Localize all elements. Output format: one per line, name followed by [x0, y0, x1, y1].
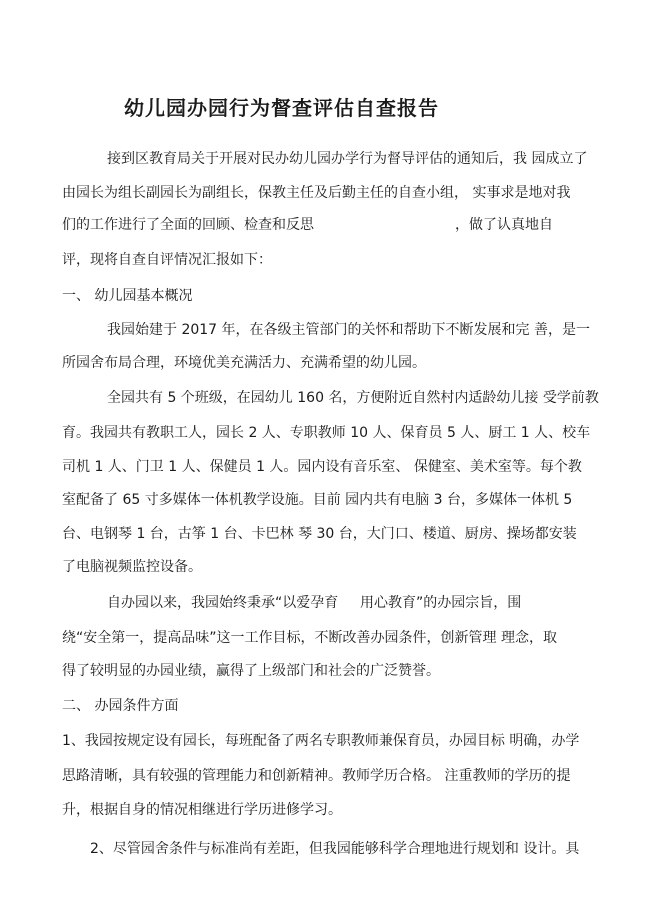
- intro-line-4: 评，现将自查自评情况汇报如下：: [62, 252, 272, 268]
- s1-p2-line-1: 全园共有 5 个班级，在园幼儿 160 名，方便附近自然村内适龄幼儿接 受学前教: [107, 390, 599, 406]
- intro-line-2: 由园长为组长副园长为副组长，保教主任及后勤主任的自查小组， 实事求是地对我: [62, 185, 571, 201]
- s1-p1-line-1: 我园始建于 2017 年，在各级主管部门的关怀和帮助下不断发展和完 善，是一: [107, 322, 590, 338]
- s1-p2-line-6: 了电脑视频监控设备。: [62, 559, 202, 575]
- s2-p1-line-3: 升，根据自身的情况相继进行学历进修学习。: [62, 802, 342, 818]
- s1-p2-line-4: 室配备了 65 寸多媒体一体机教学设施。目前 园内共有电脑 3 台，多媒体一体机 5: [62, 492, 573, 508]
- s1-p3-line-1-tail: 用心教育”的办园宗旨，围: [360, 595, 522, 611]
- intro-line-3: 们的工作进行了全面的回顾、检查和反思: [62, 217, 314, 233]
- s2-p1-line-1: 1、我园按规定设有园长，每班配备了两名专职教师兼保育员，办园目标 明确，办学: [62, 733, 580, 749]
- section-2-heading: 二、 办园条件方面: [62, 698, 179, 714]
- section-1-heading: 一、 幼儿园基本概况: [62, 288, 193, 304]
- s1-p2-line-3: 司机 1 人、门卫 1 人、保健员 1 人。园内设有音乐室、 保健室、美术室等。每个教: [62, 459, 582, 475]
- intro-line-3-tail: ，做了认真地自: [455, 217, 553, 233]
- page-title: 幼儿园办园行为督查评估自查报告: [124, 96, 439, 120]
- s1-p2-line-5: 台、电钢琴 1 台，古筝 1 台、卡巴林 琴 30 台，大门口、楼道、厨房、操场都安装: [62, 526, 577, 542]
- s2-p1-line-2: 思路清晰，具有较强的管理能力和创新精神。教师学历合格。 注重教师的学历的提: [62, 768, 571, 784]
- intro-line-1: 接到区教育局关于开展对民办幼儿园办学行为督导评估的通知后，我 园成立了: [107, 151, 588, 167]
- s1-p3-line-3: 得了较明显的办园业绩，赢得了上级部门和社会的广泛赞誉。: [62, 663, 440, 679]
- s1-p1-line-2: 所园舍布局合理，环境优美充满活力、充满希望的幼儿园。: [62, 355, 426, 371]
- s1-p3-line-1: 自办园以来，我园始终秉承“以爱孕育: [107, 595, 339, 611]
- s2-p2-line-1: 2、尽管园舍条件与标准尚有差距，但我园能够科学合理地进行规划和 设计。具: [90, 841, 580, 857]
- s1-p2-line-2: 育。我园共有教职工人，园长 2 人、专职教师 10 人、保育员 5 人、厨工 1 人、校车: [62, 425, 591, 441]
- s1-p3-line-2: 绕“安全第一，提高品味”这一工作目标，不断改善办园条件，创新管理 理念，取: [62, 630, 557, 646]
